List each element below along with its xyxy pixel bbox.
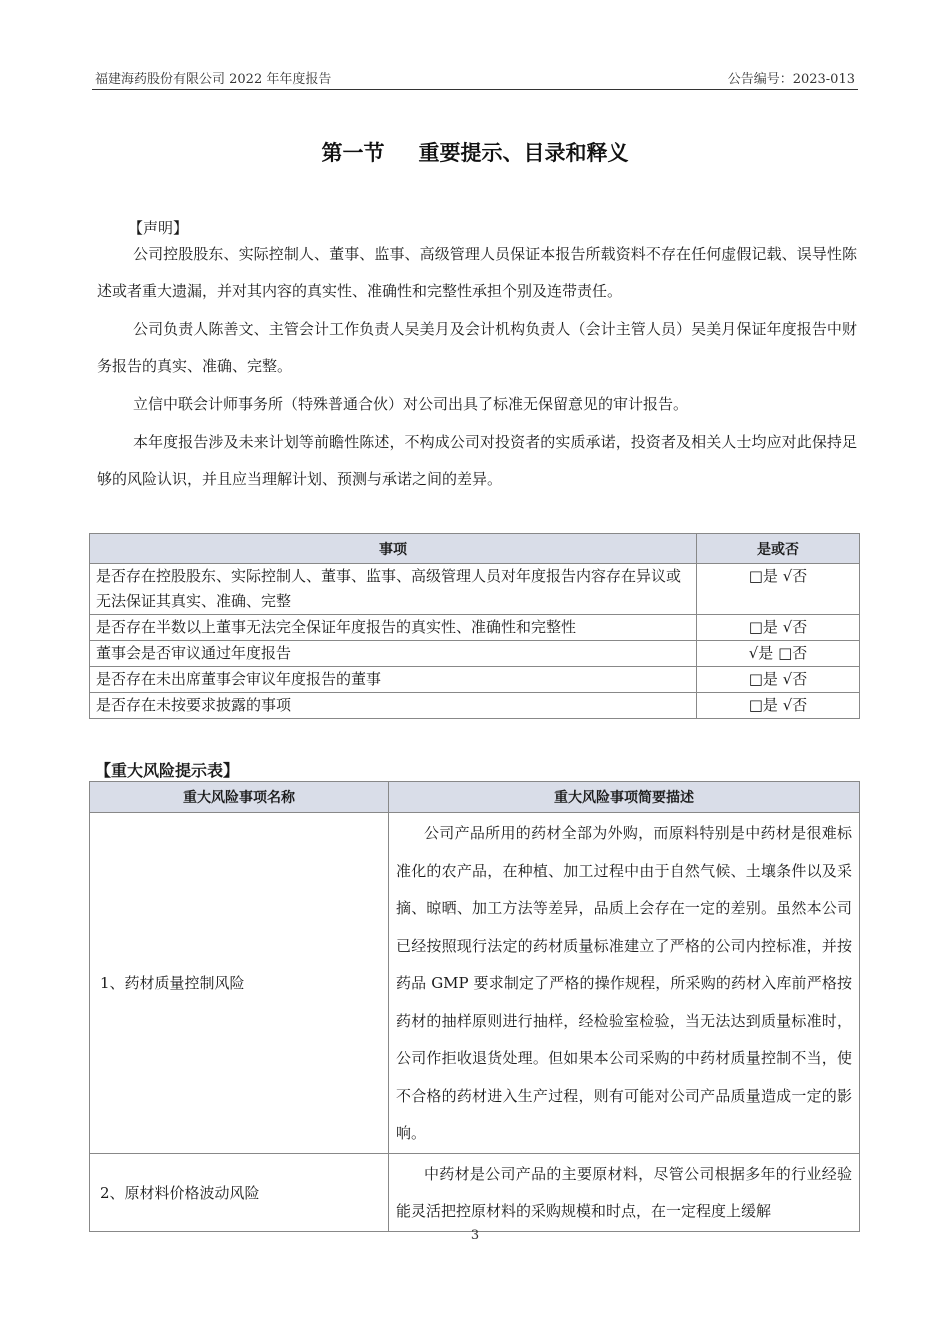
table-row [90, 564, 860, 615]
table-row [90, 667, 860, 693]
row-item: 董事会是否审议通过年度报告 [90, 641, 697, 667]
row-item: 是否存在半数以上董事无法完全保证年度报告的真实性、准确性和完整性 [90, 615, 697, 641]
risk-description: 中药材是公司产品的主要原材料，尽管公司根据多年的行业经验能灵活把控原材料的采购规模和时点，在一定程度上缓解 [389, 1153, 860, 1231]
section-heading: 重要提示、目录和释义 [418, 141, 629, 165]
table-row [90, 1153, 860, 1231]
row-item: 是否存在控股股东、实际控制人、董事、监事、高级管理人员对年度报告内容存在异议或无法保证其真实、准确、完整 [90, 564, 697, 615]
table-row [90, 641, 860, 667]
column-header-item: 事项 [90, 534, 697, 564]
section-title [0, 137, 950, 167]
statement-paragraph-1: 公司控股股东、实际控制人、董事、监事、高级管理人员保证本报告所载资料不存在任何虚假记载、误导性陈述或者重大遗漏，并对其内容的真实性、准确性和完整性承担个别及连带责任。 [97, 245, 857, 300]
report-header-title: 福建海药股份有限公司 2022 年年度报告 [95, 72, 332, 87]
risk-description: 公司产品所用的药材全部为外购，而原料特别是中药材是很难标准化的农产品，在种植、加工过程中由于自然气候、土壤条件以及采摘、晾晒、加工方法等差异，品质上会存在一定的差别。虽然本公司已经按照现行法定的药材质量标准建立了严格的公司内控标准，并按药品 GMP 要求制定了严格的操作规程，所采购的药材入库前严格按药材的抽样原则进行抽样，经检验室检验，当无法达到质量标准时，公司作拒收退货处理。但如果本公司采购的中药材质量控制不当，使不合格的药材进入生产过程，则有可能对公司产品质量造成一定的影响。 [389, 813, 860, 1154]
page-number: 3 [470, 1228, 480, 1243]
column-header-risk-name: 重大风险事项名称 [90, 782, 389, 813]
confirmation-table-header [90, 534, 860, 564]
risk-name: 1、药材质量控制风险 [90, 813, 389, 1154]
column-header-risk-description: 重大风险事项简要描述 [389, 782, 860, 813]
risk-table-header [90, 782, 860, 813]
statement-paragraph-4: 本年度报告涉及未来计划等前瞻性陈述，不构成公司对投资者的实质承诺，投资者及相关人士均应对此保持足够的风险认识，并且应当理解计划、预测与承诺之间的差异。 [97, 433, 857, 488]
announcement-number: 公告编号：2023-013 [727, 72, 855, 87]
row-answer: □是 √否 [697, 693, 860, 719]
table-row [90, 693, 860, 719]
row-item: 是否存在未出席董事会审议年度报告的董事 [90, 667, 697, 693]
column-header-answer: 是或否 [697, 534, 860, 564]
row-item: 是否存在未按要求披露的事项 [90, 693, 697, 719]
row-answer: □是 √否 [697, 667, 860, 693]
header-divider [92, 89, 858, 90]
statement-paragraph-2: 公司负责人陈善文、主管会计工作负责人吴美月及会计机构负责人（会计主管人员）吴美月保证年度报告中财务报告的真实、准确、完整。 [97, 320, 857, 375]
risk-name: 2、原材料价格波动风险 [90, 1153, 389, 1231]
row-answer: □是 √否 [697, 564, 860, 615]
confirmation-table [89, 533, 860, 719]
risk-table-heading: 【重大风险提示表】 [95, 761, 240, 780]
row-answer: √是 □否 [697, 641, 860, 667]
table-row [90, 813, 860, 1154]
section-number: 第一节 [321, 141, 385, 165]
risk-table [89, 781, 860, 1232]
table-row [90, 615, 860, 641]
statement-label: 【声明】 [128, 219, 189, 237]
row-answer: □是 √否 [697, 615, 860, 641]
statement-paragraph-3: 立信中联会计师事务所（特殊普通合伙）对公司出具了标准无保留意见的审计报告。 [133, 395, 689, 413]
